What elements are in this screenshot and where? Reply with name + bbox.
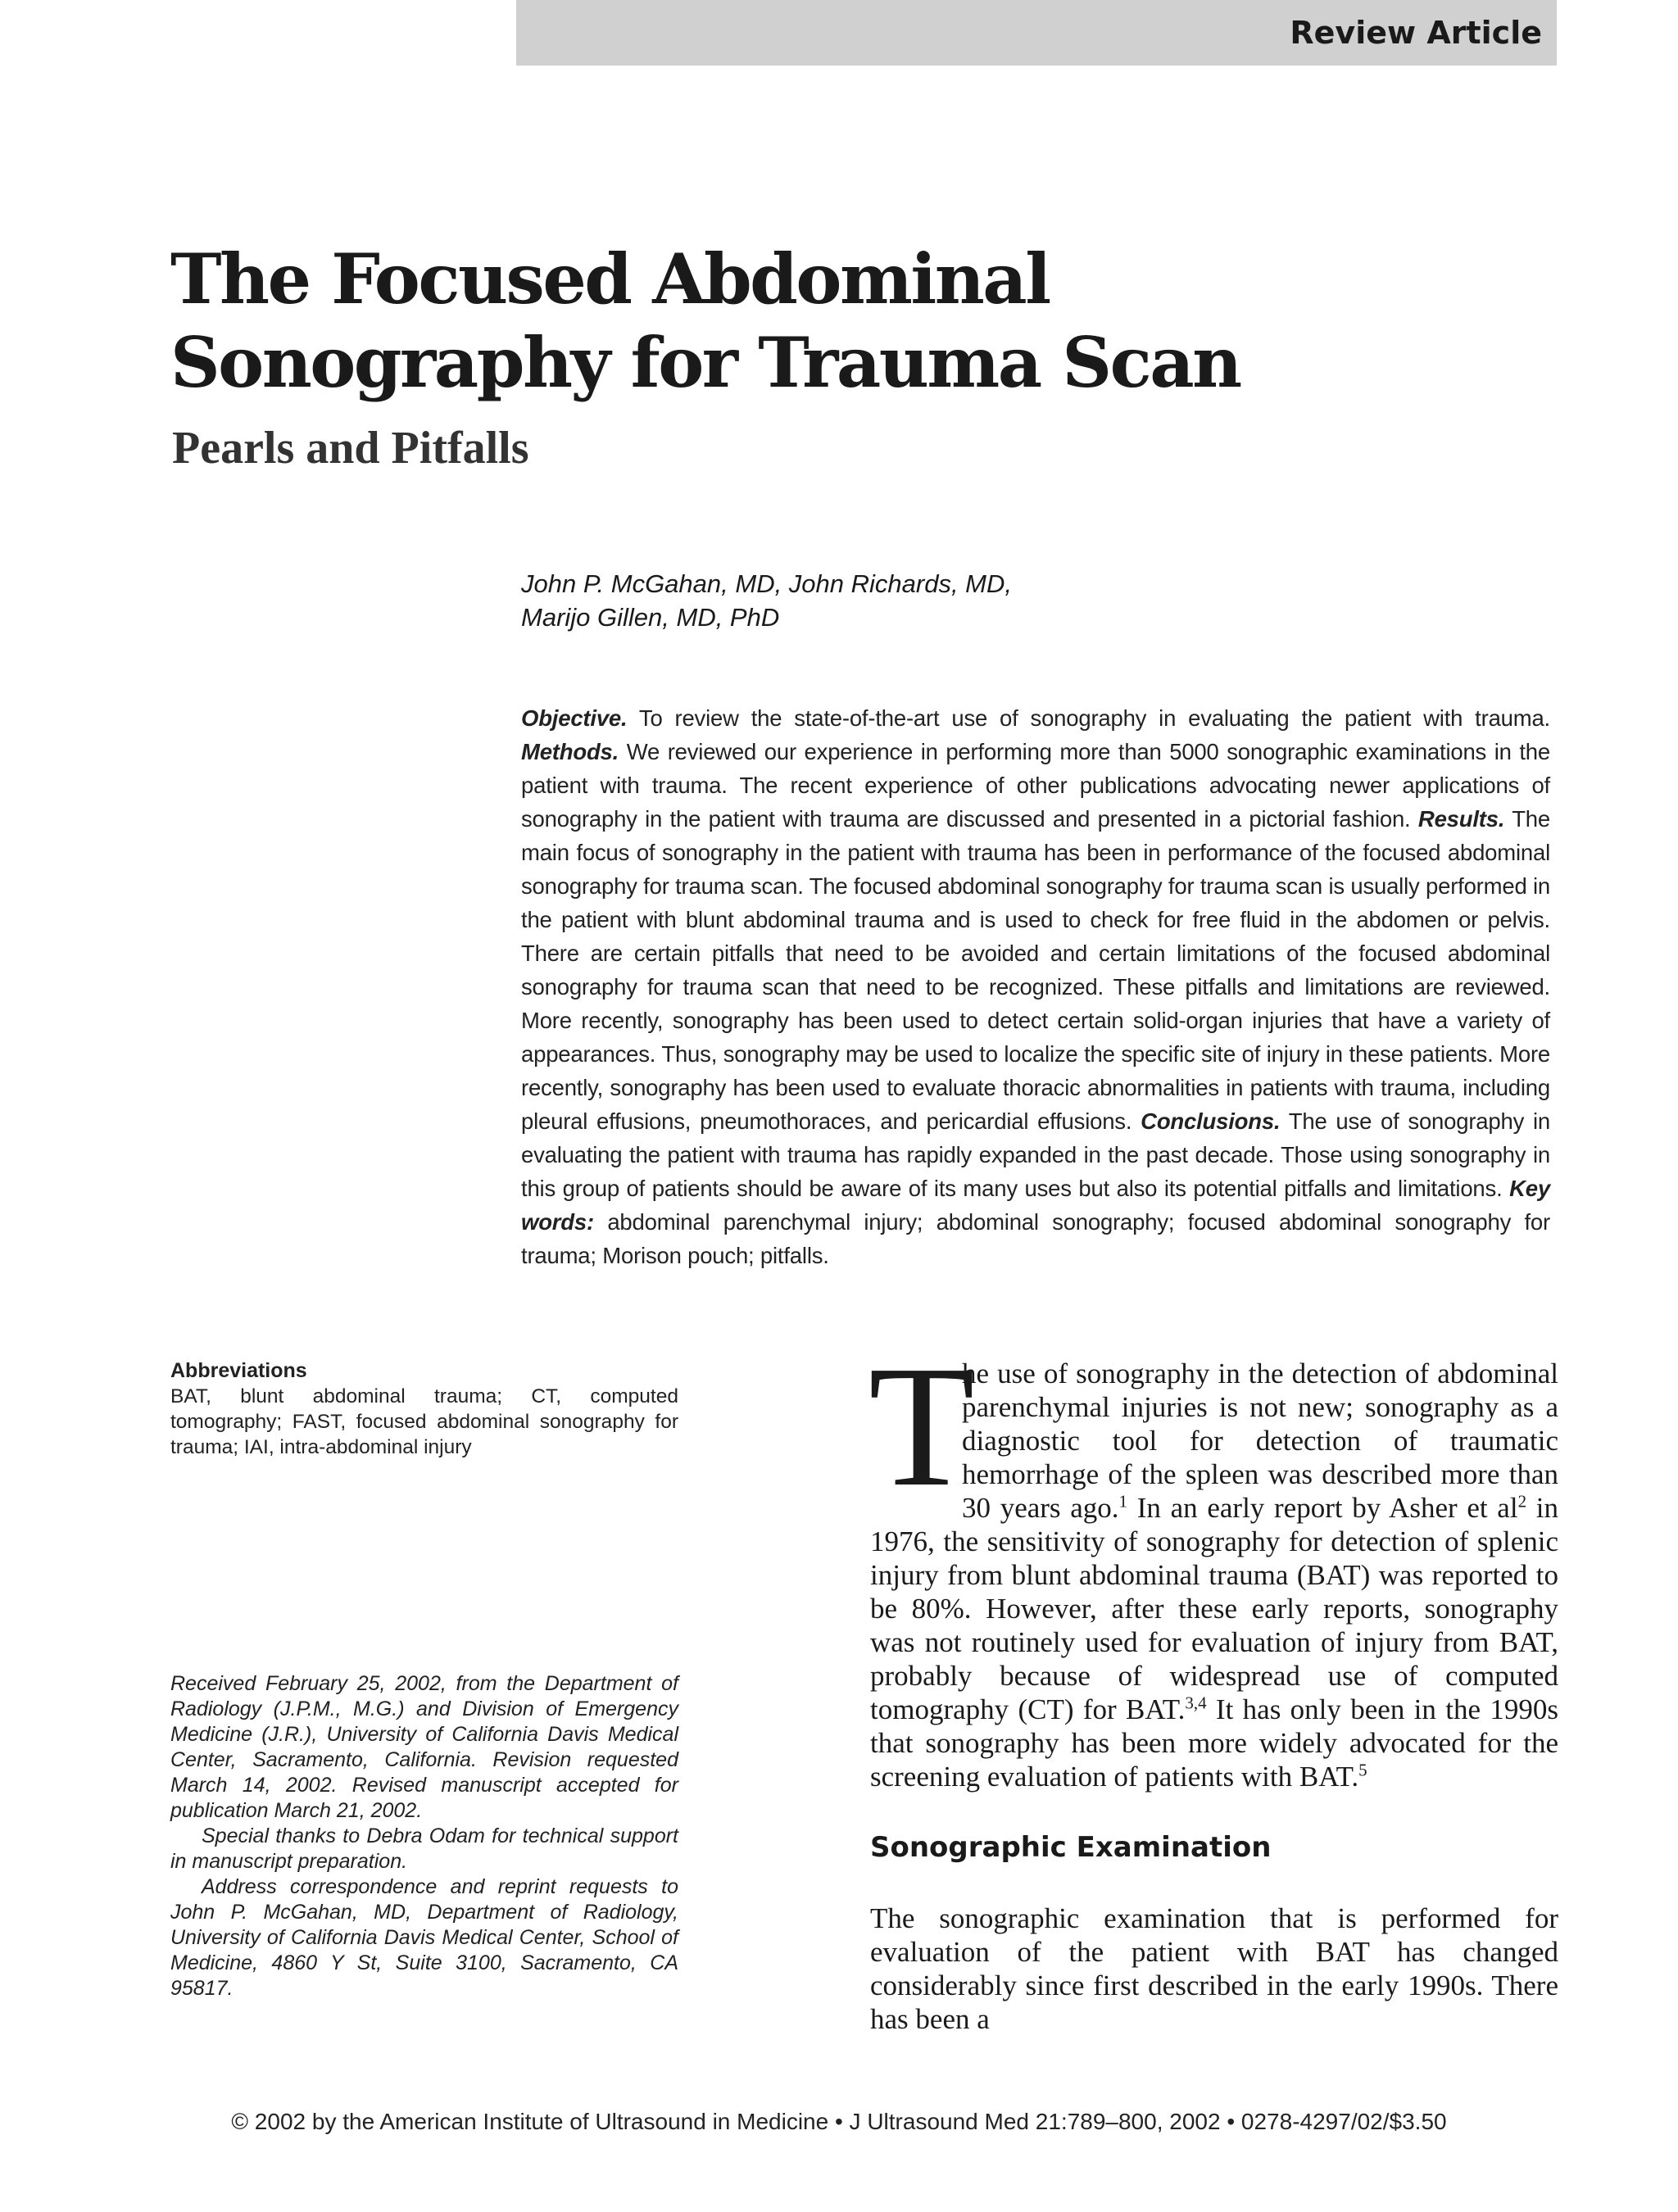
body-column — [868, 1330, 1558, 2036]
results-text: The main focus of sonography in the patient with trauma has been in performance of the focused abdominal sonography for trauma scan. The focused abdominal sonography for trauma scan is usually performed in the patient with blunt abdominal trauma and is used to check for free fluid in the abdomen or pelvis. There are certain pitfalls that need to be avoided and certain limitations of the focused abdominal sonography for trauma scan that need to be recognized. These pitfalls and limitations are reviewed. More recently, sonography has been used to detect certain solid-organ injuries that have a variety of appearances. Thus, sonography may be used to localize the specific site of injury in these patients. More recently, sonography has been used to evaluate thoracic abnormalities in patients with trauma, including pleural effusions, pneumothoraces, and pericardial effusions. — [521, 806, 1550, 1134]
intro-text-b: In an early report by Asher et al — [1127, 1492, 1518, 1524]
drop-cap: T — [868, 1330, 975, 1522]
page-footer: © 2002 by the American Institute of Ultrasound in Medicine • J Ultrasound Med 21:789–800, 2002 • 0278-4297/02/$3.50 — [231, 2109, 1447, 2134]
intro-paragraph — [868, 1330, 1558, 1793]
abbreviations-text: BAT, blunt abdominal trauma; CT, computed tomography; FAST, focused abdominal sonography for trauma; IAI, intra-abdominal injury — [170, 1385, 678, 1458]
title-line-2: Sonography for Trauma Scan — [170, 322, 1240, 403]
reference-1: 1 — [1118, 1491, 1128, 1512]
keywords-label: Key words: — [521, 1176, 1550, 1235]
objective-label: Objective. — [521, 705, 628, 731]
results-label: Results. — [1417, 806, 1505, 832]
section-label: Review Article — [1290, 15, 1542, 51]
authors-line-1: John P. McGahan, MD, John Richards, MD, — [521, 569, 1013, 598]
authors-line-2: Marijo Gillen, MD, PhD — [521, 603, 780, 632]
correspondence-paragraph: Address correspondence and reprint requests to John P. McGahan, MD, Department of Radiology, University of California Davis Medical Center, School of Medicine, 4860 Y St, Suite 3100, Sacramento, CA 95817. — [170, 1875, 678, 2000]
intro-text-a: he use of sonography in the detection of abdominal parenchymal injuries is not new; sonography as a diagnostic tool for detection of traumatic hemorrhage of the spleen was described more than 30 years ago. — [962, 1358, 1558, 1524]
abstract — [521, 701, 1550, 1272]
article-subtitle: Pearls and Pitfalls — [172, 423, 529, 474]
intro-text-c: in 1976, the sensitivity of sonography for detection of splenic injury from blunt abdominal trauma (BAT) was reported to be 80%. However, after these early reports, sonography was not routinely used for evaluation of injury from BAT, probably because of widespread use of computed tomography (CT) for BAT. — [870, 1492, 1558, 1725]
received-notes — [170, 1671, 678, 2001]
acknowledgment-paragraph: Special thanks to Debra Odam for technical support in manuscript preparation. — [170, 1824, 678, 1873]
conclusions-label: Conclusions. — [1141, 1108, 1281, 1134]
intro-text-d: It has only been in the 1990s that sonography has been more widely advocated for the screening evaluation of patients with BAT. — [870, 1693, 1558, 1793]
received-paragraph: Received February 25, 2002, from the Department of Radiology (J.P.M., M.G.) and Division of Emergency Medicine (J.R.), University of California Davis Medical Center, Sacramento, California. Revision requested March 14, 2002. Revised manuscript accepted for publication March 21, 2002. — [170, 1672, 678, 1822]
reference-5: 5 — [1358, 1760, 1367, 1780]
header-bar — [516, 0, 1557, 66]
objective-text: To review the state-of-the-art use of sonography in evaluating the patient with trauma. — [627, 705, 1550, 731]
methods-text: We reviewed our experience in performing more than 5000 sonographic examinations in the patient with trauma. The recent experience of other publications advocating newer applications of sonography in the patient with trauma are discussed and presented in a pictorial fashion. — [521, 739, 1550, 832]
exam-paragraph: The sonographic examination that is performed for evaluation of the patient with BAT has changed considerably since first described in the early 1990s. There has been a — [870, 1902, 1558, 2035]
abbreviations-box — [170, 1358, 678, 1460]
article-title — [170, 238, 1399, 405]
conclusions-text: The use of sonography in evaluating the patient with trauma has rapidly expanded in the past decade. Those using sonography in this group of patients should be aware of its many uses but also its potential pitfalls and limitations. — [521, 1108, 1550, 1201]
title-line-1: The Focused Abdominal — [170, 238, 1050, 320]
section-heading: Sonographic Examination — [870, 1831, 1272, 1864]
reference-3-4: 3,4 — [1185, 1693, 1207, 1713]
abbreviations-title: Abbreviations — [170, 1359, 307, 1382]
methods-label: Methods. — [521, 739, 619, 764]
reference-2: 2 — [1517, 1491, 1527, 1512]
author-list — [521, 567, 1504, 634]
keywords-text: abdominal parenchymal injury; abdominal sonography; focused abdominal sonography for trauma; Morison pouch; pitfalls. — [521, 1209, 1550, 1268]
